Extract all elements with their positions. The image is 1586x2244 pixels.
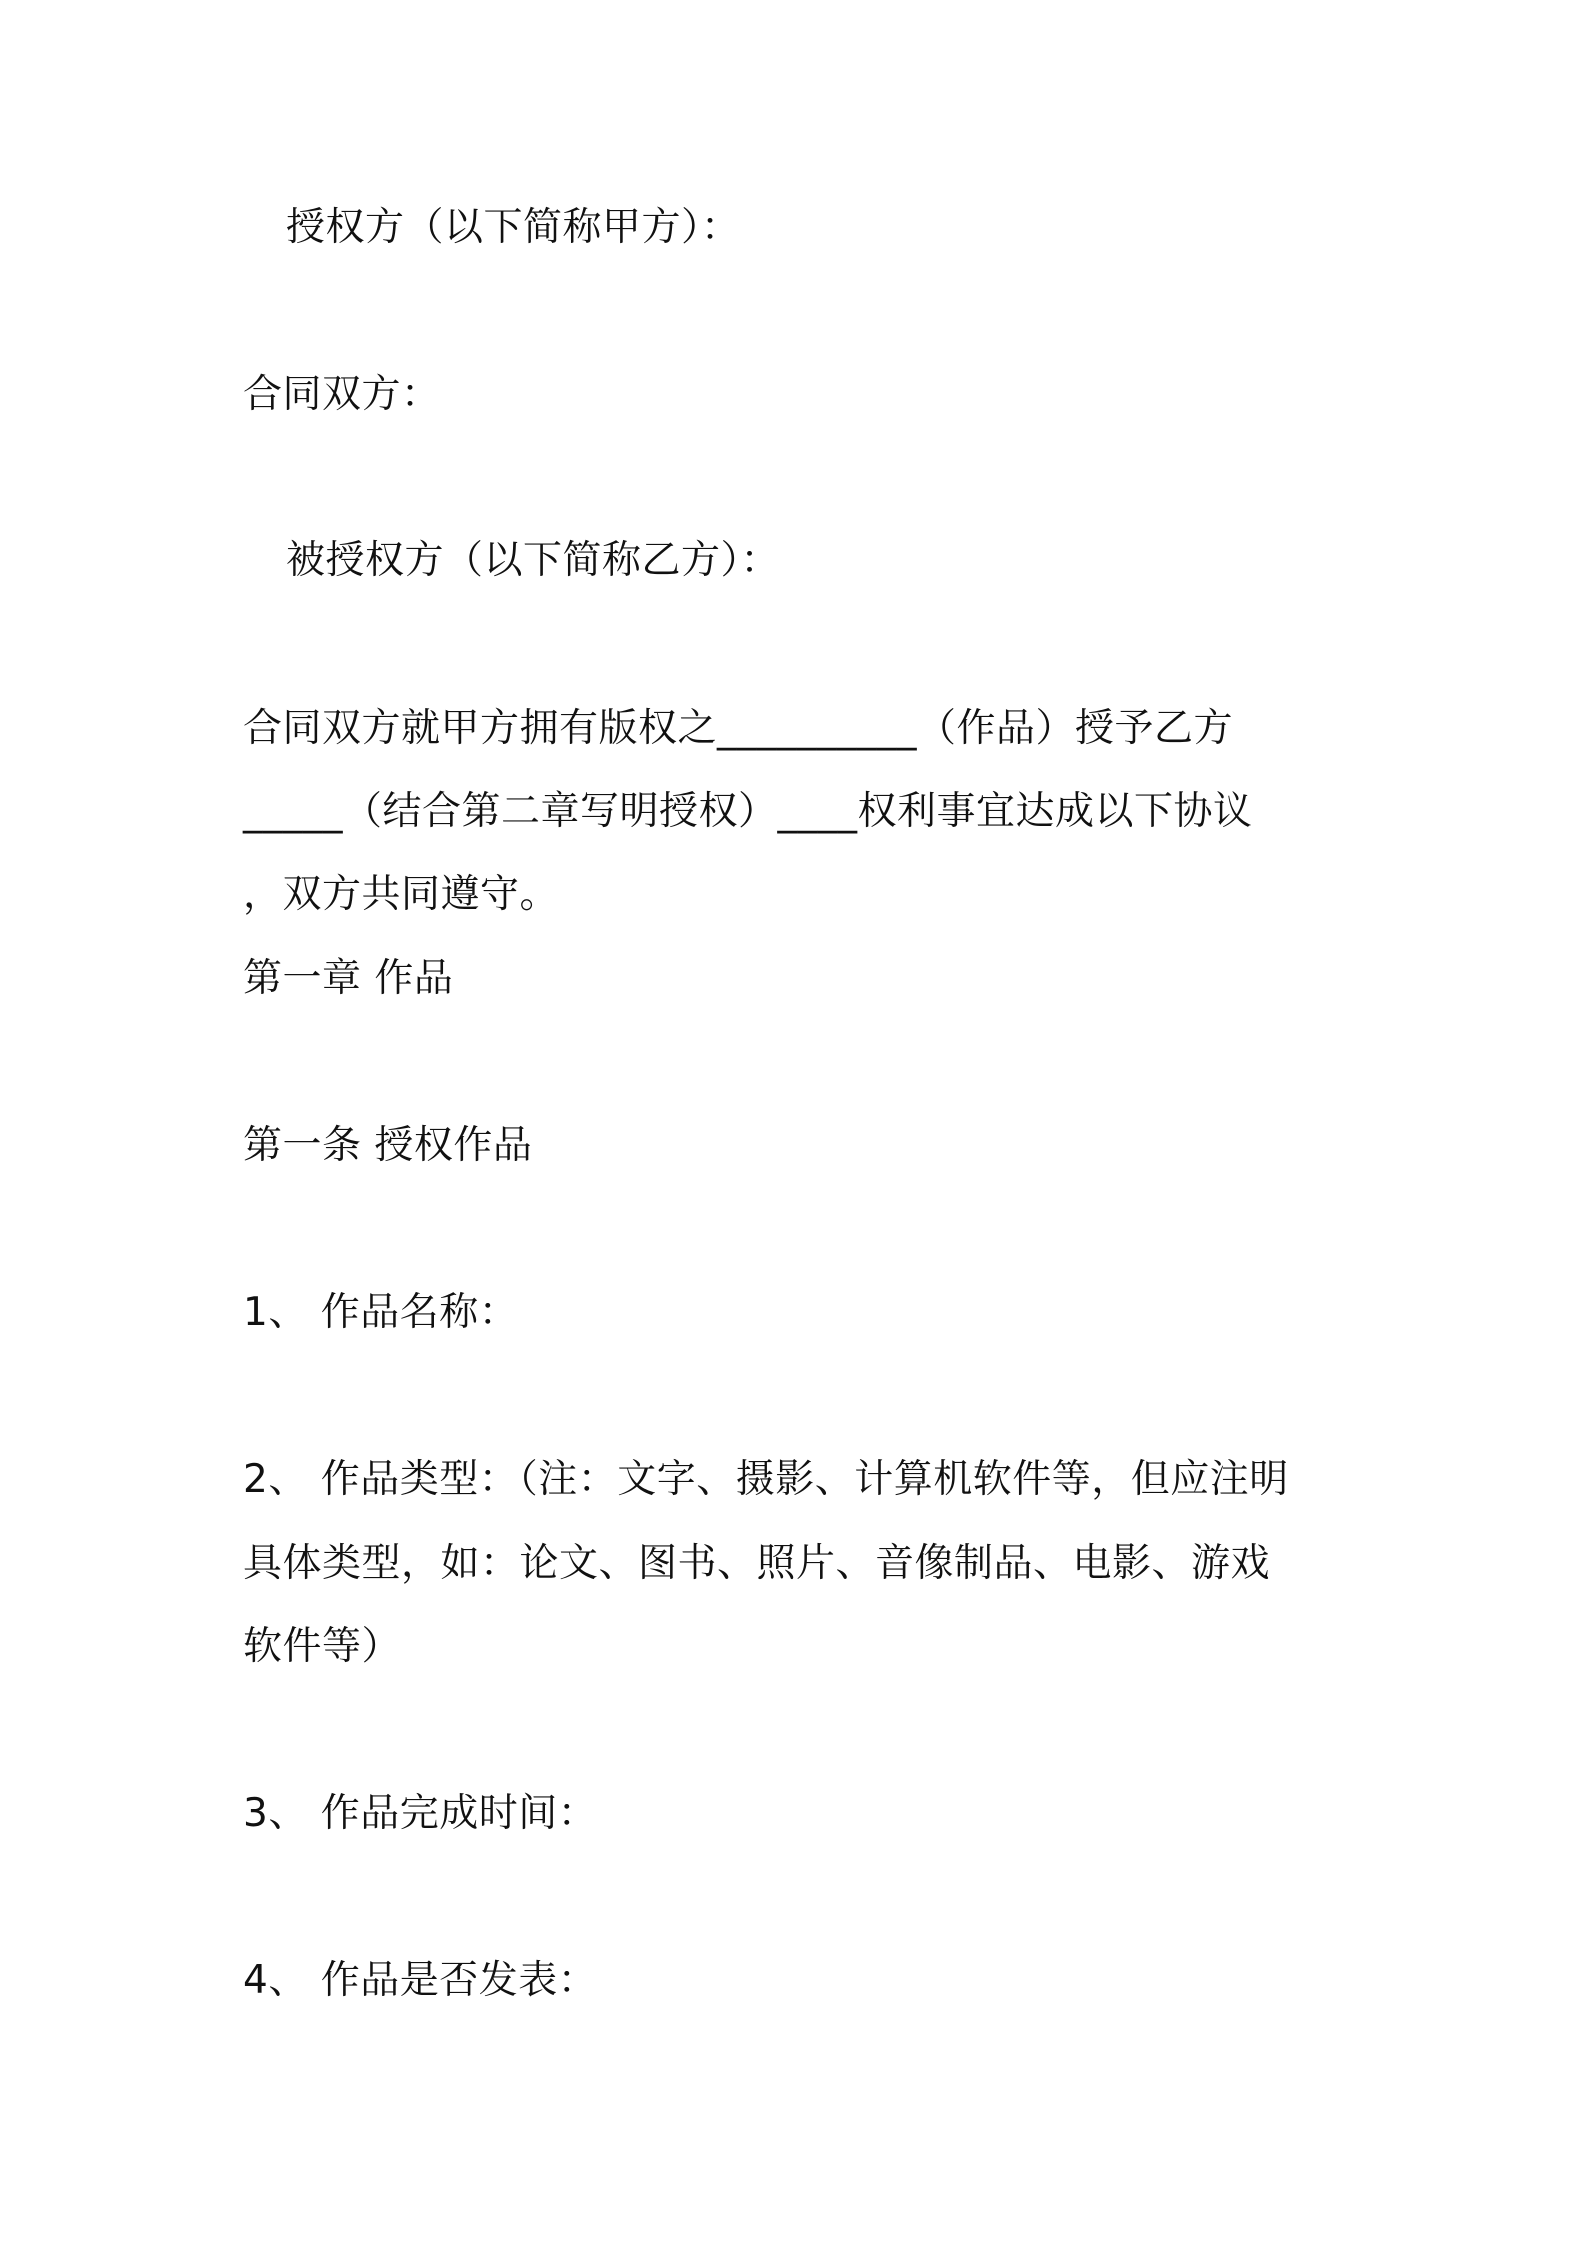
item-publication-status: 4、 作品是否发表： (243, 1958, 598, 2003)
chapter-heading: 第一章 作品 (243, 956, 454, 1001)
licensee-line: 被授权方（以下简称乙方）： (286, 538, 781, 583)
item-work-type-line-3: 软件等） (243, 1624, 402, 1669)
contract-parties-line: 合同双方： (243, 372, 441, 417)
preamble-line-2: _____（结合第二章写明授权）____权利事宜达成以下协议 (243, 789, 1253, 834)
licensor-line: 授权方（以下简称甲方）： (286, 205, 741, 250)
preamble-line-3: ，双方共同遵守。 (243, 872, 560, 917)
article-heading: 第一条 授权作品 (243, 1123, 533, 1168)
item-work-type-line-2: 具体类型，如：论文、图书、照片、音像制品、电影、游戏 (243, 1541, 1271, 1586)
item-completion-time: 3、 作品完成时间： (243, 1791, 598, 1836)
item-work-type-line-1: 2、 作品类型：（注：文字、摄影、计算机软件等，但应注明 (243, 1457, 1289, 1502)
item-work-name: 1、 作品名称： (243, 1290, 519, 1335)
preamble-line-1: 合同双方就甲方拥有版权之__________（作品）授予乙方 (243, 706, 1234, 751)
